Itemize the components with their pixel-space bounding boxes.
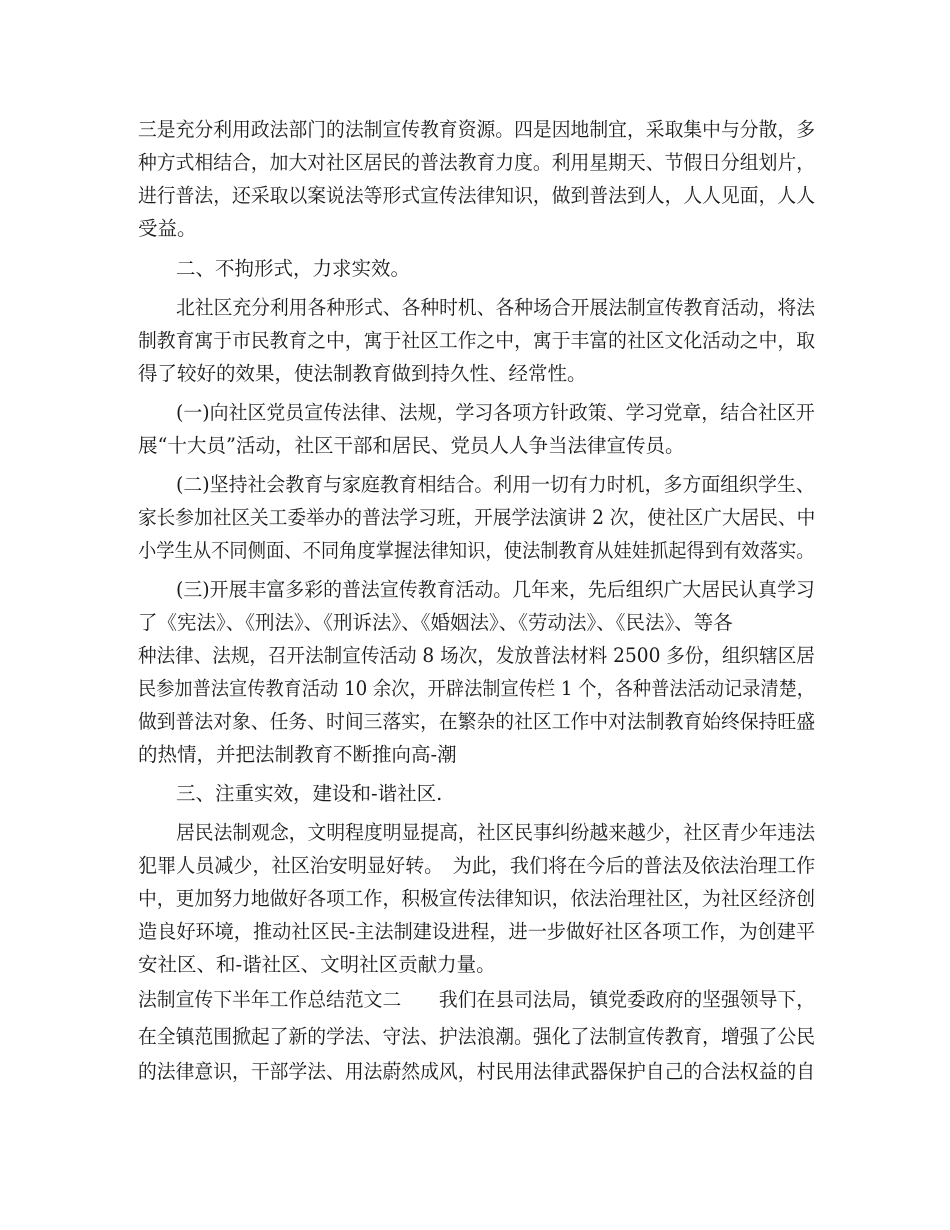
text-line: 犯罪人员减少，社区治安明显好转。 为此，我们将在今后的普法及依法治理工作 bbox=[138, 854, 816, 877]
text-line: 受益。 bbox=[138, 217, 197, 240]
text-line: 得了较好的效果，使法制教育做到持久性、经常性。 bbox=[138, 362, 587, 385]
text-line: 的法律意识，干部学法、用法蔚然成风，村民用法律武器保护自己的合法权益的自 bbox=[138, 1060, 816, 1083]
text-line: (二)坚持社会教育与家庭教育相结合。利用一切有力时机，多方面组织学生、 bbox=[176, 473, 815, 496]
section-heading: 三、注重实效，建设和-谐社区. bbox=[176, 782, 443, 805]
text-line: 安社区、和-谐社区、文明社区贡献力量。 bbox=[138, 953, 496, 976]
text-line: 造良好环境，推动社区民-主法制建设进程，进一步做好社区各项工作，为创建平 bbox=[138, 920, 816, 943]
text-line: 三是充分利用政法部门的法制宣传教育资源。四是因地制宜，采取集中与分散，多 bbox=[138, 118, 816, 141]
text-line: 在全镇范围掀起了新的学法、守法、护法浪潮。强化了法制宣传教育，增强了公民 bbox=[138, 1025, 816, 1048]
text-line: (三)开展丰富多彩的普法宣传教育活动。几年来，先后组织广大居民认真学习 bbox=[176, 578, 815, 601]
text-line: (一)向社区党员宣传法律、法规，学习各项方针政策、学习党章，结合社区开 bbox=[176, 401, 815, 424]
section-heading: 二、不拘形式，力求实效。 bbox=[176, 257, 411, 280]
text-line: 小学生从不同侧面、不同角度掌握法律知识，使法制教育从娃娃抓起得到有效落实。 bbox=[138, 539, 815, 562]
text-line: 的热情，并把法制教育不断推向高-潮 bbox=[138, 743, 457, 766]
text-line: 种方式相结合，加大对社区居民的普法教育力度。利用星期天、节假日分组划片， bbox=[138, 151, 816, 174]
text-line: 中，更加努力地做好各项工作，积极宣传法律知识，依法治理社区，为社区经济创 bbox=[138, 887, 816, 910]
text-line: 展“十大员”活动，社区干部和居民、党员人人争当法律宣传员。 bbox=[138, 434, 685, 457]
text-line: 做到普法对象、任务、时间三落实，在繁杂的社区工作中对法制教育始终保持旺盛 bbox=[138, 710, 816, 733]
text-line: 了《宪法》、《刑法》、《刑诉法》、《婚姻法》、《劳动法》、《民法》、等各 bbox=[138, 611, 733, 634]
text-line: 民参加普法宣传教育活动 10 余次，开辟法制宣传栏 1 个，各种普法活动记录清楚， bbox=[138, 677, 816, 700]
text-line: 家长参加社区关工委举办的普法学习班，开展学法演讲 2 次，使社区广大居民、中 bbox=[138, 506, 816, 529]
text-line: 制教育寓于市民教育之中，寓于社区工作之中，寓于丰富的社区文化活动之中，取 bbox=[138, 329, 816, 352]
text-line: 种法律、法规，召开法制宣传活动 8 场次，发放普法材料 2500 多份，组织辖区居 bbox=[138, 644, 815, 667]
text-line: 居民法制观念，文明程度明显提高，社区民事纠纷越来越少，社区青少年违法 bbox=[176, 821, 816, 844]
text-line: 北社区充分利用各种形式、各种时机、各种场合开展法制宣传教育活动，将法 bbox=[176, 296, 816, 319]
article-title-line: 法制宣传下半年工作总结范文二 我们在县司法局，镇党委政府的坚强领导下， bbox=[138, 988, 816, 1011]
text-line: 进行普法，还采取以案说法等形式宣传法律知识，做到普法到人，人人见面，人人 bbox=[138, 184, 816, 207]
